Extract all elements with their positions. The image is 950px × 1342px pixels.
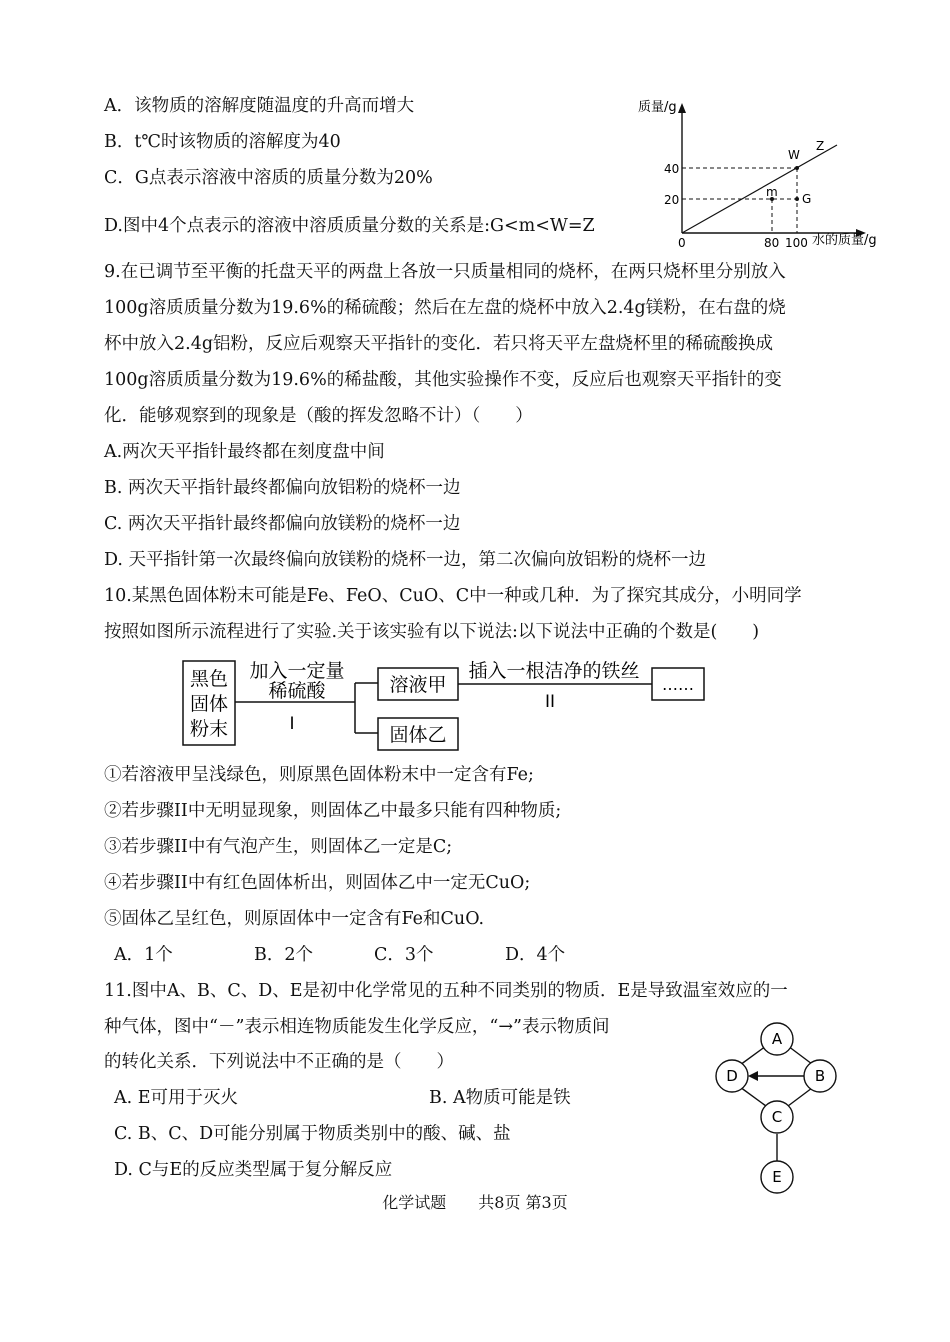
q11-option-a: A. E可用于灭火 — [114, 1088, 239, 1108]
page-footer: 化学试题 共8页 第3页 — [382, 1193, 568, 1212]
q11-option-c: C. B、C、D可能分别属于物质类别中的酸、碱、盐 — [114, 1124, 511, 1144]
q10-statement-4: ④若步骤II中有红色固体析出，则固体乙中一定无CuO; — [104, 873, 531, 893]
graph-y-label: 质量/g — [638, 100, 677, 115]
q9-stem-4: 100g溶质质量分数为19.6%的稀盐酸，其他实验操作不变，反应后也观察天平指针的变 — [104, 370, 782, 390]
point-m: m — [766, 185, 778, 199]
q9-stem-5: 化．能够观察到的现象是（酸的挥发忽略不计）（ ） — [104, 406, 533, 426]
q9-option-d: D. 天平指针第一次最终偏向放镁粉的烧杯一边，第二次偏向放铝粉的烧杯一边 — [104, 550, 707, 570]
q10-option-a: A．1个 — [114, 945, 173, 965]
q10-statement-2: ②若步骤II中无明显现象，则固体乙中最多只能有四种物质; — [104, 801, 562, 821]
solution-label: 溶液甲 — [389, 674, 447, 696]
point-w: W — [788, 148, 800, 162]
q9-stem-1: 9.在已调节至平衡的托盘天平的两盘上各放一只质量相同的烧杯，在两只烧杯里分别放入 — [104, 262, 786, 282]
q9-option-b: B. 两次天平指针最终都偏向放铝粉的烧杯一边 — [104, 478, 461, 498]
q8-option-c: C．G点表示溶液中溶质的质量分数为20% — [104, 168, 433, 188]
q10-option-b: B．2个 — [254, 945, 313, 965]
node-e: E — [772, 1168, 782, 1186]
start-line-2: 固体 — [189, 693, 229, 715]
y-tick-40: 40 — [664, 162, 680, 176]
q10-statement-5: ⑤固体乙呈红色，则原固体中一定含有Fe和CuO. — [104, 909, 485, 929]
x-tick-80: 80 — [764, 236, 780, 250]
start-line-3: 粉末 — [189, 718, 229, 740]
point-g: G — [802, 192, 812, 206]
q10-option-c: C．3个 — [374, 945, 434, 965]
q11-option-b: B. A物质可能是铁 — [429, 1088, 571, 1108]
solid-label: 固体乙 — [389, 724, 447, 746]
node-a: A — [771, 1030, 783, 1048]
y-tick-20: 20 — [664, 193, 680, 207]
step2-num: II — [544, 692, 556, 712]
start-line-1: 黑色 — [189, 668, 229, 690]
x-tick-100: 100 — [785, 236, 808, 250]
q9-stem-3: 杯中放入2.4g铝粉，反应后观察天平指针的变化．若只将天平左盘烧杯里的稀硫酸换成 — [104, 334, 774, 354]
q8-option-d: D.图中4个点表示的溶液中溶质质量分数的关系是:G<m<W=Z — [104, 216, 595, 236]
q11-option-d: D. C与E的反应类型属于复分解反应 — [114, 1160, 393, 1180]
node-c: C — [771, 1108, 783, 1126]
q11-stem-1: 11.图中A、B、C、D、E是初中化学常见的五种不同类别的物质．E是导致温室效应的一 — [104, 981, 788, 1001]
substance-relation-diagram — [712, 1015, 852, 1200]
q9-stem-2: 100g溶质质量分数为19.6%的稀硫酸；然后在左盘的烧杯中放入2.4g镁粉，在右盘的烧 — [104, 298, 786, 318]
end-label: …… — [662, 675, 694, 694]
step1-top: 加入一定量 — [249, 660, 345, 682]
q8-option-a: A．该物质的溶解度随温度的升高而增大 — [104, 96, 415, 116]
q8-option-b: B．t℃时该物质的溶解度为40 — [104, 132, 341, 152]
q10-statement-3: ③若步骤II中有气泡产生，则固体乙一定是C; — [104, 837, 453, 857]
point-z: Z — [816, 139, 825, 153]
q10-stem-2: 按照如图所示流程进行了实验.关于该实验有以下说法:以下说法中正确的个数是( ) — [104, 622, 760, 642]
solubility-graph — [632, 95, 892, 255]
q9-option-a: A.两次天平指针最终都在刻度盘中间 — [104, 442, 385, 462]
graph-x-label: 水的质量/g — [812, 233, 877, 248]
node-b: B — [814, 1067, 826, 1085]
q11-stem-2: 种气体，图中“－”表示相连物质能发生化学反应，“→”表示物质间 — [104, 1017, 610, 1037]
q10-option-d: D．4个 — [505, 945, 566, 965]
q9-option-c: C. 两次天平指针最终都偏向放镁粉的烧杯一边 — [104, 514, 461, 534]
step2-text: 插入一根洁净的铁丝 — [468, 660, 640, 682]
experiment-flowchart — [182, 655, 722, 755]
q10-statement-1: ①若溶液甲呈浅绿色，则原黑色固体粉末中一定含有Fe; — [104, 765, 534, 785]
node-d: D — [726, 1067, 738, 1085]
step1-num: I — [289, 714, 295, 734]
q11-stem-3: 的转化关系．下列说法中不正确的是（ ） — [104, 1052, 454, 1072]
q10-stem-1: 10.某黑色固体粉末可能是Fe、FeO、CuO、C中一种或几种．为了探究其成分，小明同学 — [104, 586, 802, 606]
x-tick-0: 0 — [678, 236, 686, 250]
step1-mid: 稀硫酸 — [268, 680, 326, 702]
